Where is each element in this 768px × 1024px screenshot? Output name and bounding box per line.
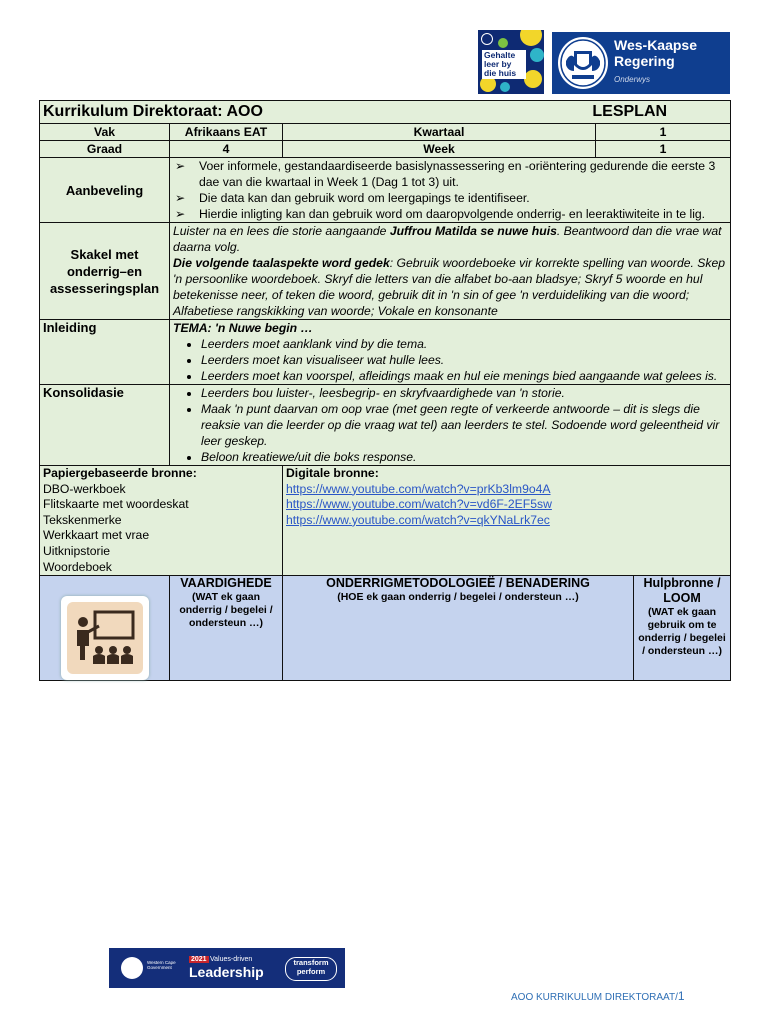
arrow-bullet-icon: ➢ xyxy=(175,191,186,205)
list-item: DBO-werkboek xyxy=(43,481,126,496)
government-name: Wes-Kaapse Regering xyxy=(614,37,698,69)
list-item: ➢ Voer informele, gestandaardiseerde basislynassessering en -oriëntering gedurende die eerste 3 dae van die kwartaal in Week 1 (Dag 1 tot 3) uit. xyxy=(175,159,716,189)
methodology-title: ONDERRIGMETODOLOGIEË / BENADERING xyxy=(326,576,590,591)
logo-badge-text: Gehalte leer by die huis xyxy=(482,50,526,79)
list-item: • Beloon kreatiewe/uit die boks response. xyxy=(201,449,727,465)
western-cape-government-logo xyxy=(552,32,730,94)
banner-leadership: Leadership xyxy=(189,964,264,980)
teacher-icon-cell xyxy=(40,576,170,681)
banner-gov-name: Western Cape Government xyxy=(147,960,176,970)
table-title-row xyxy=(40,101,731,124)
transform-perform-badge: transform perform xyxy=(285,957,337,981)
methodology-subtitle: (HOE ek gaan onderrig / begelei / ondersteun …) xyxy=(337,591,579,604)
resources-title: Hulpbronne / LOOM xyxy=(643,576,721,606)
week-label: Week xyxy=(283,141,596,158)
home-learning-logo xyxy=(478,30,544,94)
consolidation-list xyxy=(173,385,727,465)
values-driven-leadership-banner xyxy=(109,948,345,988)
banner-year: 2021 xyxy=(191,956,207,963)
subject-value: Afrikaans EAT xyxy=(170,124,283,141)
list-item: • Leerders moet kan visualiseer wat hulle lees. xyxy=(201,352,727,368)
digital-resources-label: Digitale bronne: xyxy=(286,466,379,480)
introduction-list xyxy=(173,336,727,384)
subject-label: Vak xyxy=(40,124,170,141)
youtube-link-2[interactable]: https://www.youtube.com/watch?v=vd6F-2EF5sw xyxy=(286,497,552,512)
resources-subtitle: (WAT ek gaan gebruik om te onderrig / begelei / ondersteun …) xyxy=(638,606,726,658)
banner-values: Values-driven xyxy=(210,956,253,963)
list-item: Werkkaart met vrae xyxy=(43,528,150,543)
consolidation-row xyxy=(40,385,731,466)
link-plan-row xyxy=(40,223,731,320)
recommendation-row xyxy=(40,158,731,223)
link-plan-text: Luister na en lees die storie aangaande Juffrou Matilda se nuwe huis. Beantwoord dan die vrae wat daarna volg. Die volgende taalaspekte word gedek: Gebruik woordeboeke vir korrekte spelling van woorde. Skep 'n persoonlike woordeboek. Skryf die letters van die alfabet bo-aan bladsye; Skryf 5 woorde en hul betekenisse neer, of teken die woord, gebruik dit in 'n sin of gee 'n verduideliking van die woord; Alfabetiese rangskikking van woorde; Vokale en konsonante xyxy=(170,223,731,320)
seal-icon xyxy=(481,33,493,45)
department-name: Onderwys xyxy=(614,75,651,84)
grade-label: Graad xyxy=(40,141,170,158)
list-item: • Maak 'n punt daarvan om oop vrae (met geen regte of verkeerde antwoorde – dit is slegs die reaksie van die leerder op die vraag wat tel) aan leerders te stel. Sodoende word geleentheid vir leer geskep. xyxy=(201,401,727,449)
arrow-bullet-icon: ➢ xyxy=(175,159,186,173)
skills-title: VAARDIGHEDE xyxy=(180,576,272,591)
introduction-row xyxy=(40,320,731,385)
list-item: • Leerders moet aanklank vind by die tema. xyxy=(201,336,727,352)
directorate-title: Kurrikulum Direktoraat: AOO xyxy=(43,103,263,120)
paper-resources-label: Papiergebaseerde bronne: xyxy=(43,466,197,480)
youtube-link-3[interactable]: https://www.youtube.com/watch?v=qkYNaLrk7ec xyxy=(286,512,550,527)
list-item: Tekskenmerke xyxy=(43,512,122,527)
consolidation-label: Konsolidasie xyxy=(40,385,170,466)
list-item: • Leerders bou luister-, leesbegrip- en skryfvaardighede van 'n storie. xyxy=(201,385,727,401)
grade-row xyxy=(40,141,731,158)
youtube-link-1[interactable]: https://www.youtube.com/watch?v=prKb3lm9o4A xyxy=(286,481,551,496)
subject-row xyxy=(40,124,731,141)
lesson-plan-label: LESPLAN xyxy=(592,103,668,120)
page-number: 1 xyxy=(677,989,685,1003)
government-seal-icon xyxy=(121,957,143,979)
grade-value: 4 xyxy=(170,141,283,158)
list-item: ➢ Hierdie inligting kan dan gebruik word om daaropvolgende onderrig- en leeraktiwiteite in te lig. xyxy=(175,207,706,221)
list-item: • Leerders moet kan voorspel, afleidings maak en hul eie menings bied aangaande wat gelees is. xyxy=(201,368,727,384)
methodology-header-row xyxy=(40,576,731,681)
list-item: Flitskaarte met woordeskat xyxy=(43,497,189,512)
term-label: Kwartaal xyxy=(283,124,596,141)
recommendation-list xyxy=(173,158,727,222)
teacher-presentation-icon xyxy=(61,596,149,680)
page-footer xyxy=(511,989,685,1003)
link-plan-label: Skakel met onderrig–en assesseringsplan xyxy=(40,223,170,320)
theme-title: TEMA: 'n Nuwe begin … xyxy=(173,321,313,335)
arrow-bullet-icon: ➢ xyxy=(175,207,186,221)
coat-of-arms-icon xyxy=(558,37,608,89)
introduction-label: Inleiding xyxy=(40,320,170,385)
skills-subtitle: (WAT ek gaan onderrig / begelei / ondersteun …) xyxy=(179,591,273,630)
list-item: ➢ Die data kan dan gebruik word om leergapings te identifiseer. xyxy=(175,191,530,205)
term-value: 1 xyxy=(596,124,731,141)
week-value: 1 xyxy=(596,141,731,158)
recommendation-label: Aanbeveling xyxy=(40,158,170,223)
list-item: Uitknipstorie xyxy=(43,543,111,558)
footer-label: AOO KURRIKULUM DIREKTORAAT/ xyxy=(511,992,678,1003)
lesson-plan-table xyxy=(39,100,731,681)
list-item: Woordeboek xyxy=(43,559,112,574)
resources-row xyxy=(40,466,731,576)
